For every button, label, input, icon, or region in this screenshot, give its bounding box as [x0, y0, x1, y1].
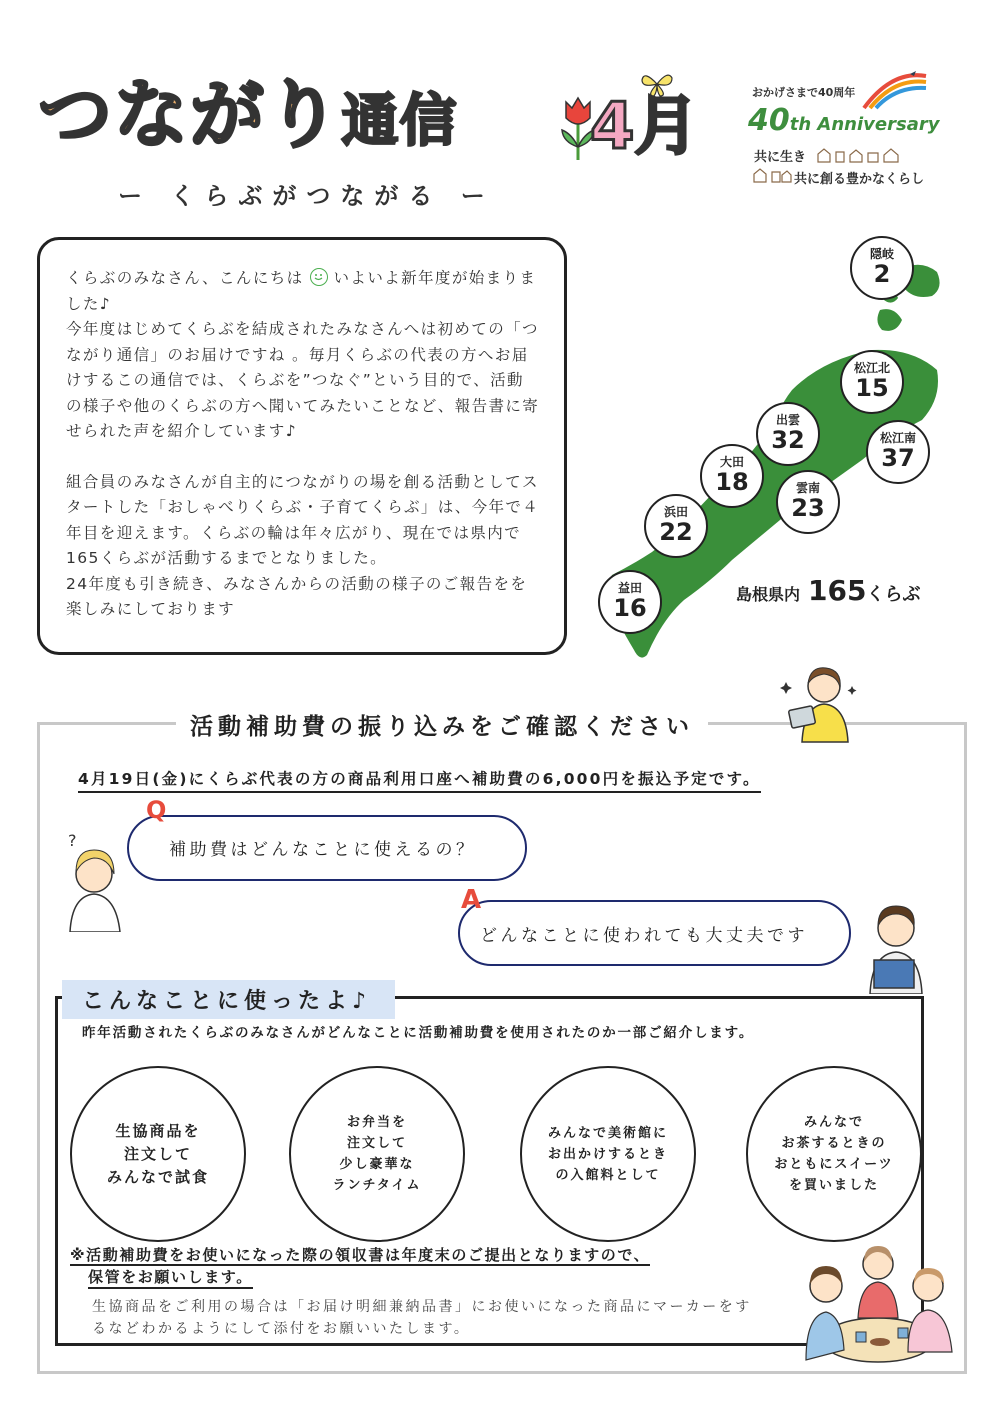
receipt-note-line1	[70, 1244, 650, 1266]
region-count: 2	[873, 260, 891, 289]
intro-paragraph-3: 組合員のみなさんが自主的につながりの場を創る活動としてスタートした「おしゃべりくらぶ・子育てくらぶ」は、今年で４年目を迎えます。くらぶの輪は年々広がり、現在では県内で165くらぶが活動するまでとなりました。	[66, 472, 540, 567]
usage-example-circle: みんなで お茶するときの おともにスイーツ を買いました	[746, 1066, 922, 1242]
svg-text:?: ?	[68, 831, 77, 850]
region-name: 大田	[719, 455, 744, 469]
greeting-text: くらぶのみなさん、こんにちは	[66, 269, 304, 287]
question-mark-icon: Q	[146, 796, 167, 824]
title-part1: つながり	[38, 72, 342, 158]
anniversary-suffix: th Anniversary	[789, 114, 940, 135]
answer-bubble: どんなことに使われても大丈夫です	[458, 900, 851, 966]
houses-icon	[816, 146, 902, 164]
intro-message-box	[37, 237, 567, 655]
usage-example-circle: お弁当を 注文して 少し豪華な ランチタイム	[289, 1066, 465, 1242]
region-name: 隠岐	[869, 247, 894, 261]
region-count: 15	[855, 374, 889, 403]
anniversary-number: 40	[748, 103, 790, 138]
usage-example-circle: 生協商品を 注文して みんなで試食	[70, 1066, 246, 1242]
region-count: 16	[613, 594, 647, 623]
smiley-icon	[310, 268, 328, 286]
anniversary-caption: おかげさまで40周年	[752, 86, 856, 99]
transfer-notice: 4月19日(金)にくらぶ代表の方の商品利用口座へ補助費の6,000円を振込予定です。	[78, 767, 761, 793]
region-bubble	[644, 494, 708, 558]
usage-description: 昨年活動されたくらぶのみなさんがどんなことに活動補助費を使用されたのか一部ご紹介します。	[82, 1025, 755, 1041]
prefecture-total	[736, 574, 920, 607]
man-box-illustration	[860, 898, 932, 994]
region-count: 32	[771, 426, 805, 455]
region-bubble	[866, 420, 930, 484]
month-label: 4月	[590, 90, 699, 164]
total-unit: くらぶ	[866, 584, 921, 605]
question-bubble: 補助費はどんなことに使えるの？	[127, 815, 527, 881]
receipt-note-text: ※活動補助費をお使いになった際の領収書は年度末のご提出となりますので、	[70, 1246, 651, 1264]
anniversary-motto-2: 共に創る豊かなくらし	[794, 172, 925, 187]
region-count: 22	[659, 518, 693, 547]
region-bubble	[850, 236, 914, 300]
intro-paragraph-2: 今年度はじめてくらぶを結成されたみなさんへは初めての「つながり通信」のお届けですね 。毎月くらぶの代表の方へお届けするこの通信では、くらぶを”つなぐ”という目的で、活動の様子や他のくらぶの方へ聞いてみたいことなど、報告書に寄せられた声を紹介しています♪	[66, 320, 540, 440]
title-part2: 通信	[342, 89, 458, 154]
region-name: 雲南	[795, 481, 820, 495]
region-bubble	[756, 402, 820, 466]
rainbow-birds-icon	[862, 70, 928, 110]
houses-small-icon	[752, 166, 792, 184]
newsletter-subtitle: ー くらぶがつながる ー	[118, 182, 495, 210]
region-count: 18	[715, 468, 749, 497]
answer-mark-icon: A	[461, 885, 482, 915]
region-bubble	[598, 570, 662, 634]
region-bubble	[840, 350, 904, 414]
region-bubble	[776, 470, 840, 534]
region-name: 出雲	[775, 413, 800, 427]
subsidy-title: 活動補助費の振り込みをご確認ください	[176, 708, 708, 741]
usage-title: こんなことに使ったよ♪	[62, 980, 395, 1019]
thinking-person-illustration	[64, 828, 124, 932]
anniversary-motto-1: 共に生き	[754, 150, 807, 165]
intro-paragraph-1	[66, 266, 540, 317]
usage-example-circle: みんなで美術館に お出かけするとき の入館料として	[520, 1066, 696, 1242]
region-name: 松江南	[879, 431, 916, 445]
tea-party-illustration	[796, 1240, 956, 1366]
region-bubble	[700, 444, 764, 508]
region-count: 37	[881, 444, 915, 473]
total-count: 165	[808, 574, 867, 607]
region-name: 浜田	[663, 505, 688, 519]
region-count: 23	[791, 494, 825, 523]
new-year-text: いよいよ新年度が始まりました♪	[66, 269, 537, 313]
butterfly-icon	[640, 70, 674, 98]
intro-paragraph-4: 24年度も引き続き、みなさんからの活動の様子のご報告をを楽しみにしております	[66, 574, 528, 618]
region-name: 益田	[617, 581, 642, 595]
prefecture-label: 島根県内	[736, 585, 801, 604]
region-name: 松江北	[853, 361, 890, 375]
woman-tablet-illustration	[780, 662, 862, 744]
newsletter-title	[38, 72, 458, 158]
receipt-note-line2: 保管をお願いします。	[88, 1266, 253, 1289]
receipt-detail-note: 生協商品をご利用の場合は「お届け明細兼納品書」にお使いになった商品にマーカーをするなどわかるようにして添付をお願いいたします。	[92, 1299, 752, 1337]
